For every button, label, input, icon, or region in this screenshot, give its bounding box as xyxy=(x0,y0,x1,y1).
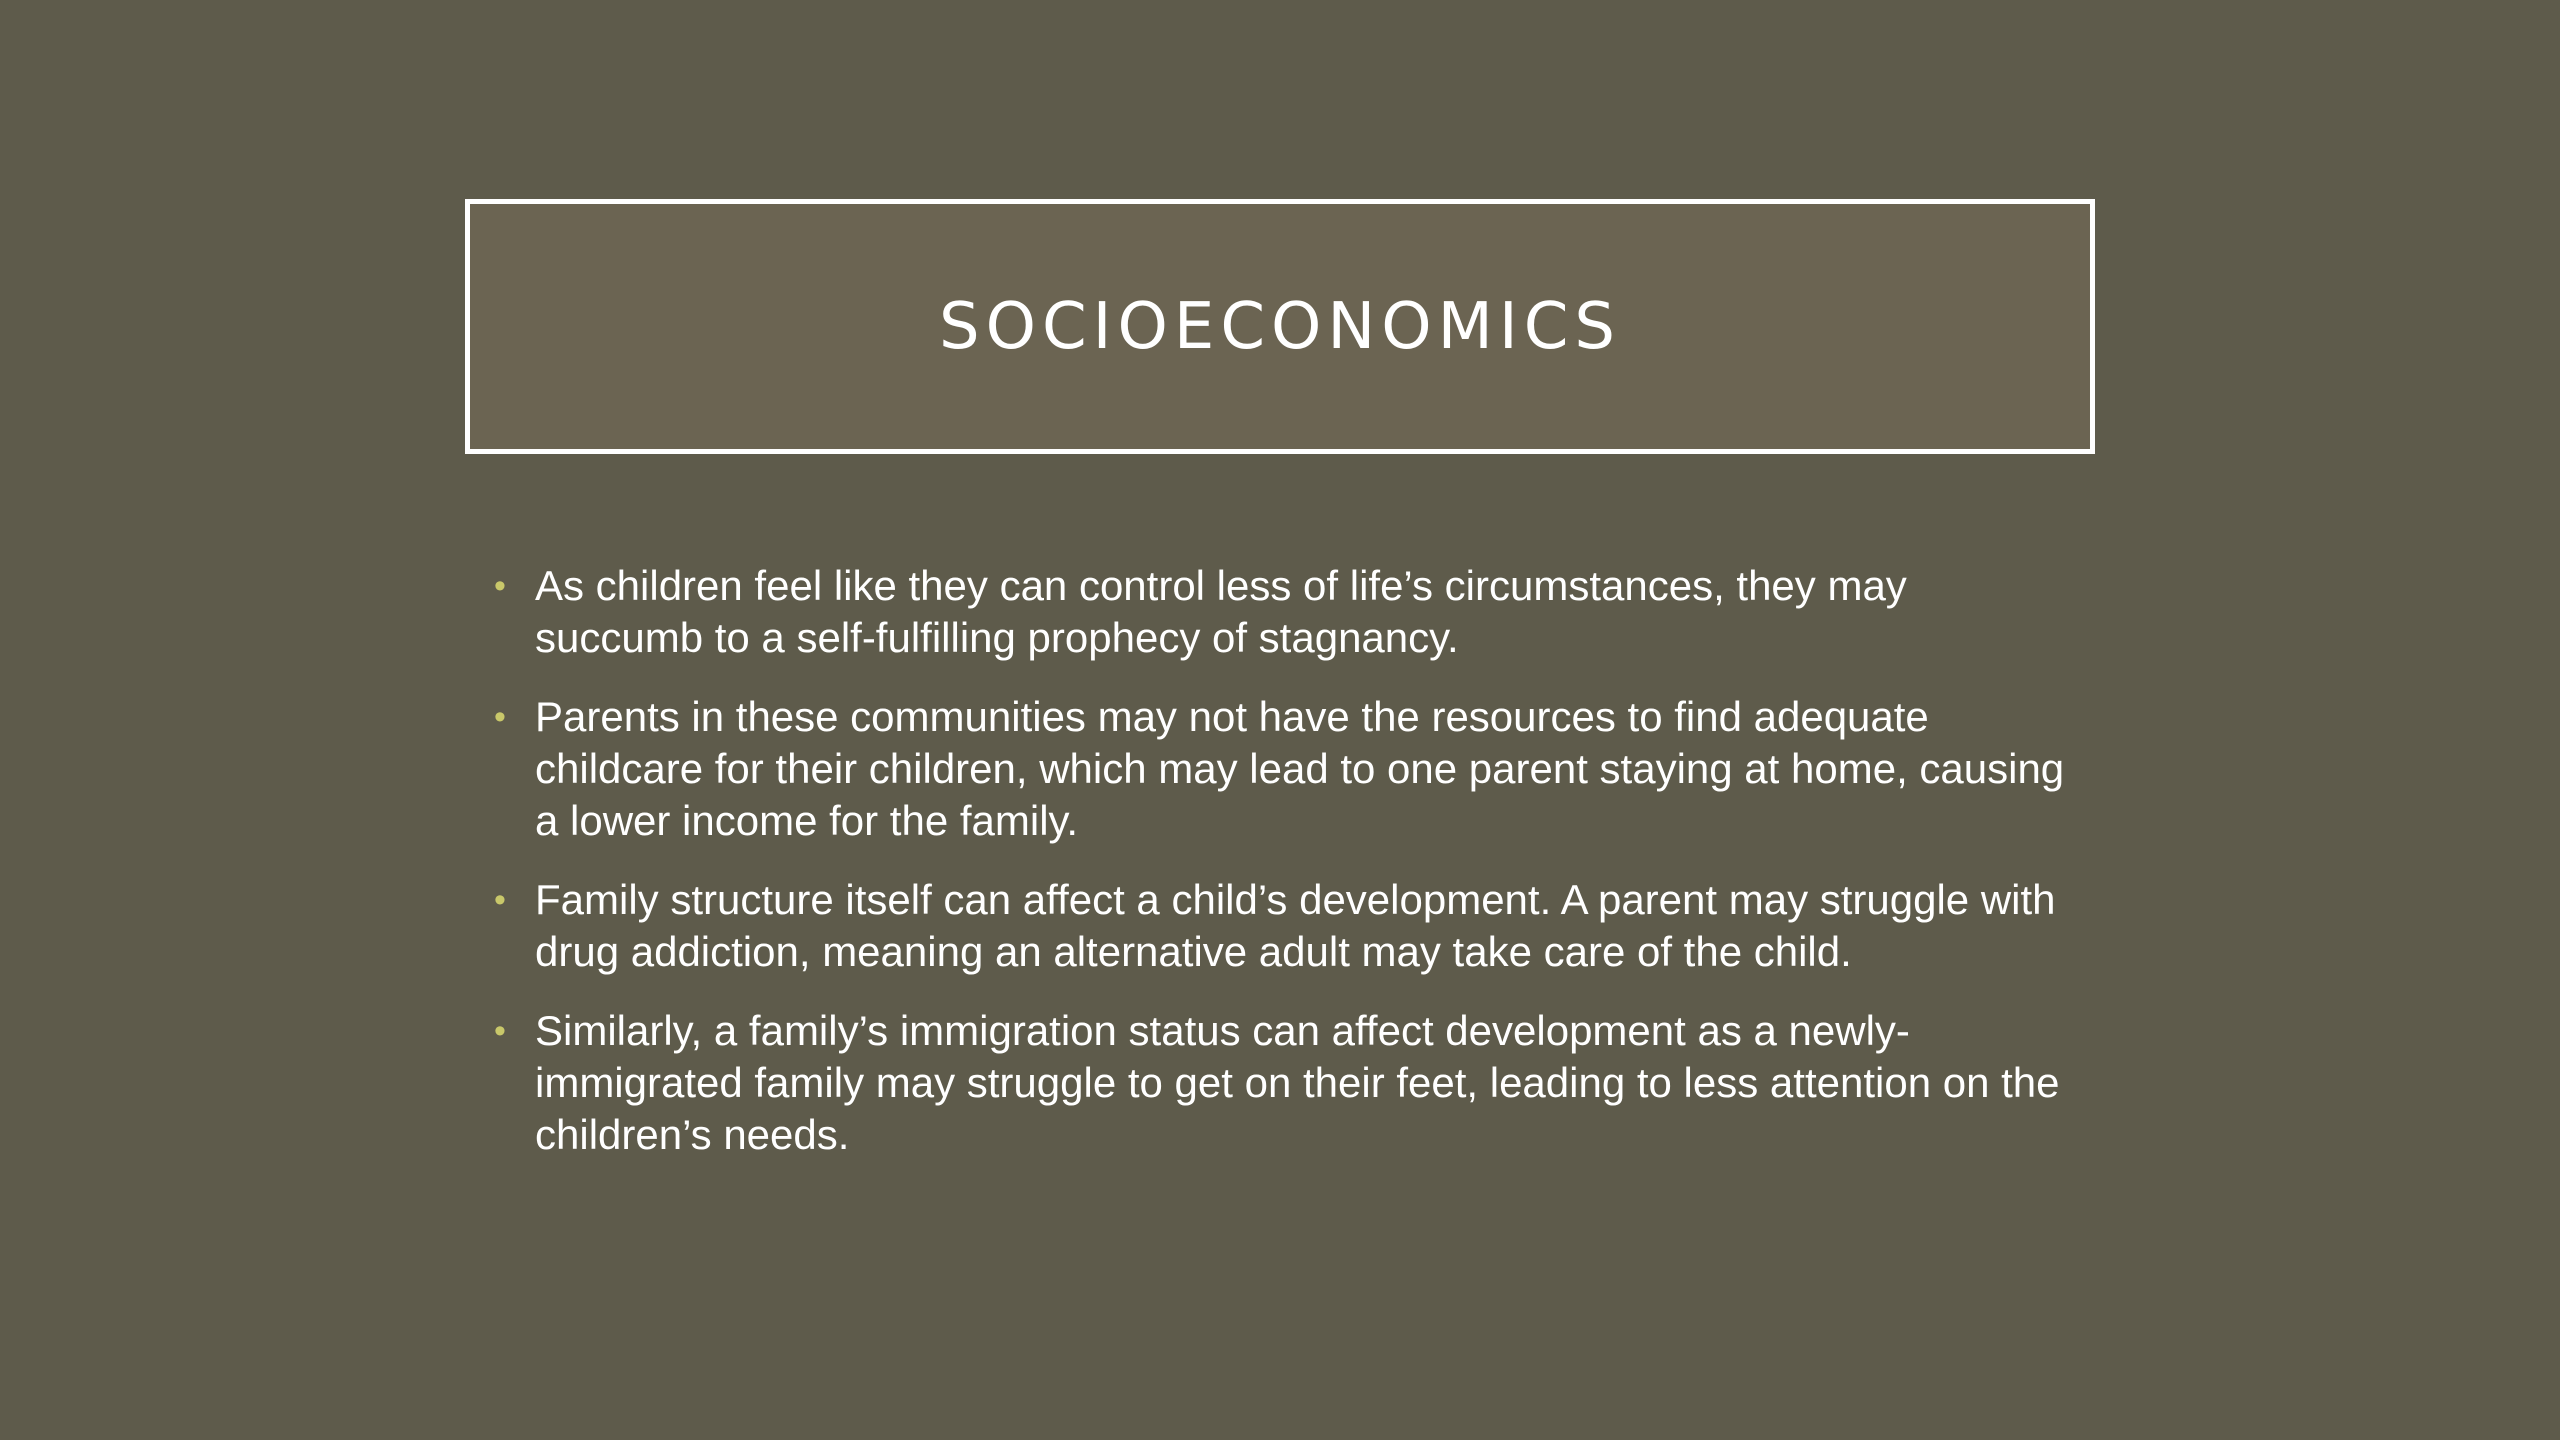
bullet-item xyxy=(485,874,2085,978)
title-box xyxy=(465,199,2095,454)
bullet-icon: • xyxy=(494,1012,506,1050)
bullet-text: Family structure itself can affect a child’s development. A parent may struggle with drug addiction, meaning an alternative adult may take care of the child. xyxy=(535,876,2056,975)
bullet-icon: • xyxy=(494,881,506,919)
slide-title: SOCIOECONOMICS xyxy=(938,289,1622,364)
bullet-item xyxy=(485,1005,2085,1161)
bullet-text: Parents in these communities may not have the resources to find adequate childcare for their children, which may lead to one parent staying at home, causing a lower income for the family. xyxy=(535,693,2065,844)
bullet-text: Similarly, a family’s immigration status can affect development as a newly-immigrated family may struggle to get on their feet, leading to less attention on the children’s needs. xyxy=(535,1007,2060,1158)
bullet-item xyxy=(485,691,2085,847)
bullet-icon: • xyxy=(494,698,506,736)
bullet-icon: • xyxy=(494,567,506,605)
bullet-item xyxy=(485,560,2085,664)
bullet-list xyxy=(485,560,2085,1188)
bullet-text: As children feel like they can control less of life’s circumstances, they may succumb to a self-fulfilling prophecy of stagnancy. xyxy=(535,562,1907,661)
